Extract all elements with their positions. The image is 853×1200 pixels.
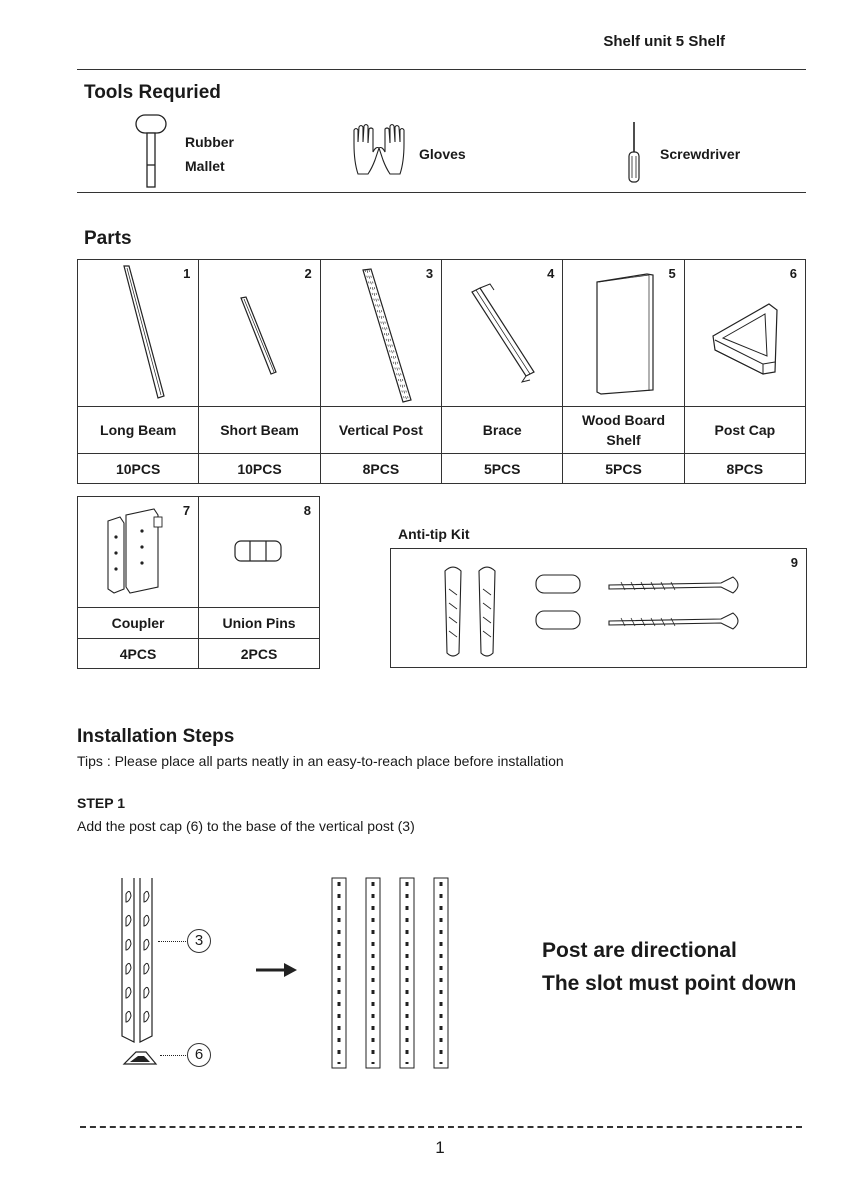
union-pins-icon bbox=[199, 497, 320, 607]
vertical-post-detail-icon bbox=[110, 872, 190, 1072]
part-image-cell bbox=[78, 497, 199, 608]
installation-heading: Installation Steps bbox=[77, 726, 235, 747]
part-qty: 5PCS bbox=[563, 454, 684, 484]
part-image-cell bbox=[563, 260, 684, 407]
part-qty: 8PCS bbox=[684, 454, 805, 484]
anti-tip-kit-heading: Anti-tip Kit bbox=[398, 526, 470, 542]
screwdriver-icon bbox=[626, 120, 642, 191]
part-qty: 10PCS bbox=[199, 454, 320, 484]
callout-post: 3 bbox=[187, 929, 211, 953]
part-name-coupler: Coupler bbox=[78, 608, 199, 639]
header-divider bbox=[77, 69, 806, 70]
anti-tip-kit-icon bbox=[391, 549, 806, 667]
anti-tip-kit-box bbox=[390, 548, 807, 668]
callout-leader-post bbox=[158, 941, 186, 942]
part-name-short-beam: Short Beam bbox=[199, 407, 320, 454]
part-name-post-cap: Post Cap bbox=[684, 407, 805, 454]
tool-label-mallet: Rubber Mallet bbox=[185, 134, 234, 174]
page-number: 1 bbox=[435, 1138, 445, 1157]
part-number: 6 bbox=[789, 266, 797, 281]
part-name-wood-board-shelf: Wood Board Shelf bbox=[563, 407, 684, 454]
tool-label-gloves: Gloves bbox=[419, 146, 466, 162]
rubber-mallet-icon bbox=[134, 113, 170, 196]
wood-board-shelf-icon bbox=[563, 260, 684, 406]
part-image-cell bbox=[199, 497, 320, 608]
coupler-icon bbox=[78, 497, 199, 607]
part-number: 9 bbox=[790, 555, 798, 570]
step1-text: Add the post cap (6) to the base of the vertical post (3) bbox=[77, 818, 415, 834]
tools-heading: Tools Requried bbox=[84, 82, 221, 103]
installation-tips: Tips : Please place all parts neatly in an easy-to-reach place before installation bbox=[77, 753, 564, 769]
part-number: 7 bbox=[182, 503, 191, 518]
long-beam-icon bbox=[78, 260, 199, 406]
four-vertical-posts-icon bbox=[326, 872, 456, 1070]
part-name-brace: Brace bbox=[442, 407, 563, 454]
callout-cap: 6 bbox=[187, 1043, 211, 1067]
part-number: 4 bbox=[547, 266, 555, 281]
tools-divider bbox=[77, 192, 806, 193]
part-image-cell bbox=[78, 260, 199, 407]
part-image-cell bbox=[684, 260, 805, 407]
parts-table bbox=[77, 259, 806, 484]
part-image-cell bbox=[199, 260, 320, 407]
part-qty: 4PCS bbox=[78, 639, 199, 669]
document-title: Shelf unit 5 Shelf bbox=[603, 33, 725, 50]
part-number: 1 bbox=[183, 266, 191, 281]
part-number: 3 bbox=[425, 266, 434, 281]
callout-leader-cap bbox=[160, 1055, 186, 1056]
brace-icon bbox=[442, 260, 563, 406]
part-name-union-pins: Union Pins bbox=[199, 608, 320, 639]
tool-label-screwdriver: Screwdriver bbox=[660, 146, 741, 162]
post-cap-icon bbox=[685, 260, 806, 406]
part-qty: 10PCS bbox=[78, 454, 199, 484]
part-name-long-beam: Long Beam bbox=[78, 407, 199, 454]
part-qty: 5PCS bbox=[442, 454, 563, 484]
step1-label: STEP 1 bbox=[77, 795, 125, 811]
short-beam-icon bbox=[199, 260, 320, 406]
parts-table-row2 bbox=[77, 496, 320, 669]
gloves-icon bbox=[348, 122, 410, 183]
part-image-cell bbox=[442, 260, 563, 407]
part-image-cell bbox=[320, 260, 441, 407]
parts-heading: Parts bbox=[84, 228, 132, 249]
footer-divider bbox=[80, 1126, 802, 1128]
part-qty: 2PCS bbox=[199, 639, 320, 669]
vertical-post-icon bbox=[321, 260, 442, 406]
part-qty: 8PCS bbox=[320, 454, 441, 484]
part-number: 5 bbox=[668, 266, 676, 281]
part-name-vertical-post: Vertical Post bbox=[320, 407, 441, 454]
directional-note: Post are directional The slot must point down bbox=[542, 939, 797, 995]
part-number: 8 bbox=[303, 503, 311, 518]
arrow-right-icon bbox=[256, 962, 298, 978]
part-number: 2 bbox=[304, 266, 312, 281]
